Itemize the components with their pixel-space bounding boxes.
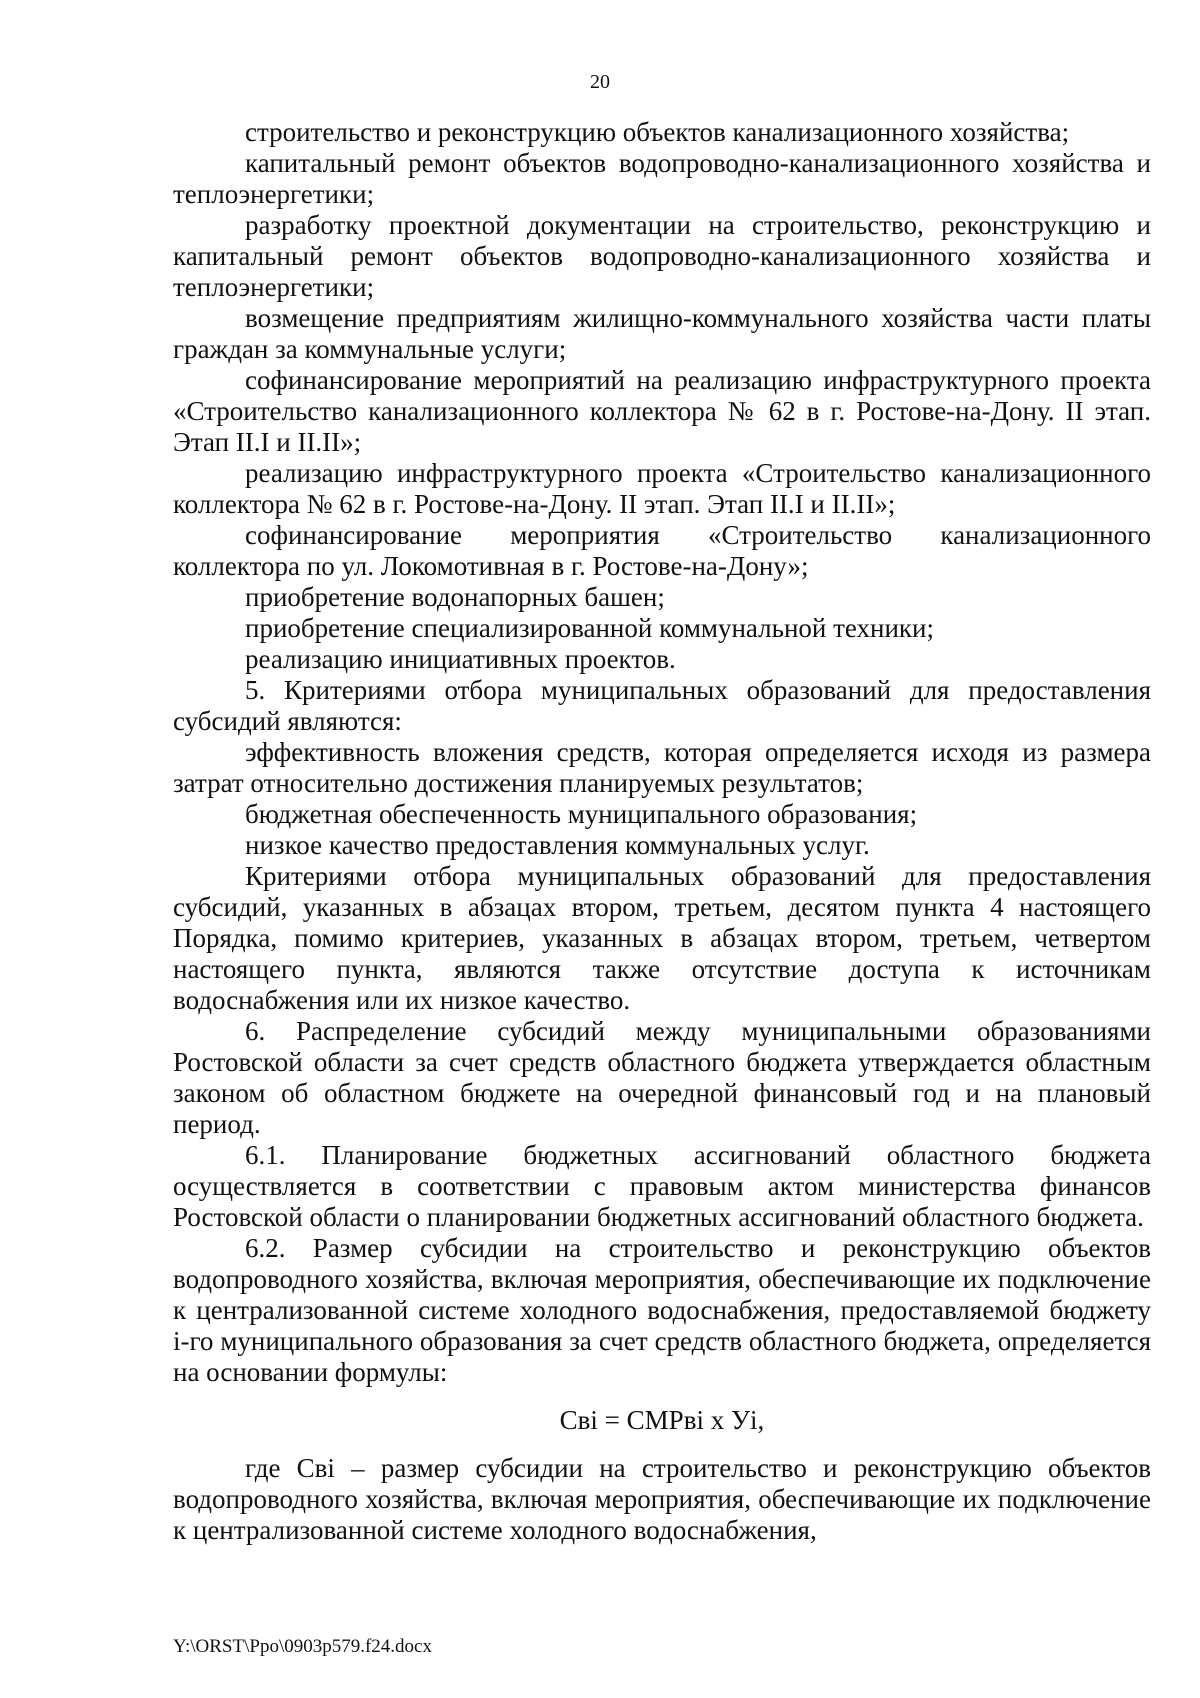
paragraph: бюджетная обеспеченность муниципального образования; xyxy=(245,799,918,829)
footer-file-path: Y:\ORST\Ppo\0903p579.f24.docx xyxy=(173,1636,432,1657)
paragraph: реализацию инициативных проектов. xyxy=(245,644,676,674)
paragraph: реализацию инфраструктурного проекта «Строительство канализационного коллектора № 62 в г. Ростове-на-Дону. II этап. Этап II.I и II.II»; xyxy=(173,458,1151,519)
paragraph: строительство и реконструкцию объектов канализационного хозяйства; xyxy=(245,117,1070,147)
paragraph-after-formula: где Свi – размер субсидии на строительство и реконструкцию объектов водопроводного хозяйства, включая мероприятия, обеспечивающие их подключение к централизованной системе холодного водоснабжения, xyxy=(173,1453,1151,1545)
formula: Свi = СМРвi х Уi, xyxy=(559,1405,765,1435)
paragraph: низкое качество предоставления коммунальных услуг. xyxy=(245,830,870,860)
paragraph: приобретение специализированной коммунальной техники; xyxy=(245,613,934,643)
paragraph: Критериями отбора муниципальных образований для предоставления субсидий, указанных в абзацах втором, третьем, десятом пункта 4 настоящего Порядка, помимо критериев, указанных в абзацах втором, третьем, четвертом настоящего пункта, являются также отсутствие доступа к источникам водоснабжения или их низкое качество. xyxy=(173,861,1151,1015)
document-body xyxy=(173,117,1151,1546)
page-number: 20 xyxy=(590,71,610,93)
paragraph: софинансирование мероприятий на реализацию инфраструктурного проекта «Строительство канализационного коллектора № 62 в г. Ростове-на-Дону. II этап. Этап II.I и II.II»; xyxy=(173,365,1151,457)
paragraph: 6. Распределение субсидий между муниципальными образованиями Ростовской области за счет средств областного бюджета утверждается областным законом об областном бюджете на очередной финансовый год и на плановый период. xyxy=(173,1016,1151,1139)
paragraph: капитальный ремонт объектов водопроводно-канализационного хозяйства и теплоэнергетики; xyxy=(173,148,1151,209)
paragraph: софинансирование мероприятия «Строительство канализационного коллектора по ул. Локомотивная в г. Ростове-на-Дону»; xyxy=(173,520,1151,581)
paragraph: разработку проектной документации на строительство, реконструкцию и капитальный ремонт объектов водопроводно-канализационного хозяйства и теплоэнергетики; xyxy=(173,210,1151,302)
paragraph: 6.1. Планирование бюджетных ассигнований областного бюджета осуществляется в соответствии с правовым актом министерства финансов Ростовской области о планировании бюджетных ассигнований областного бюджета. xyxy=(173,1140,1151,1232)
paragraph: возмещение предприятиям жилищно-коммунального хозяйства части платы граждан за коммунальные услуги; xyxy=(173,303,1151,364)
paragraph: 5. Критериями отбора муниципальных образований для предоставления субсидий являются: xyxy=(173,675,1151,736)
paragraph: приобретение водонапорных башен; xyxy=(245,582,665,612)
paragraph: 6.2. Размер субсидии на строительство и реконструкцию объектов водопроводного хозяйства, включая мероприятия, обеспечивающие их подключение к централизованной системе холодного водоснабжения, предоставляемой бюджету i-го муниципального образования за счет средств областного бюджета, определяется на основании формулы: xyxy=(173,1233,1151,1387)
paragraph: эффективность вложения средств, которая определяется исходя из размера затрат относительно достижения планируемых результатов; xyxy=(173,737,1151,798)
